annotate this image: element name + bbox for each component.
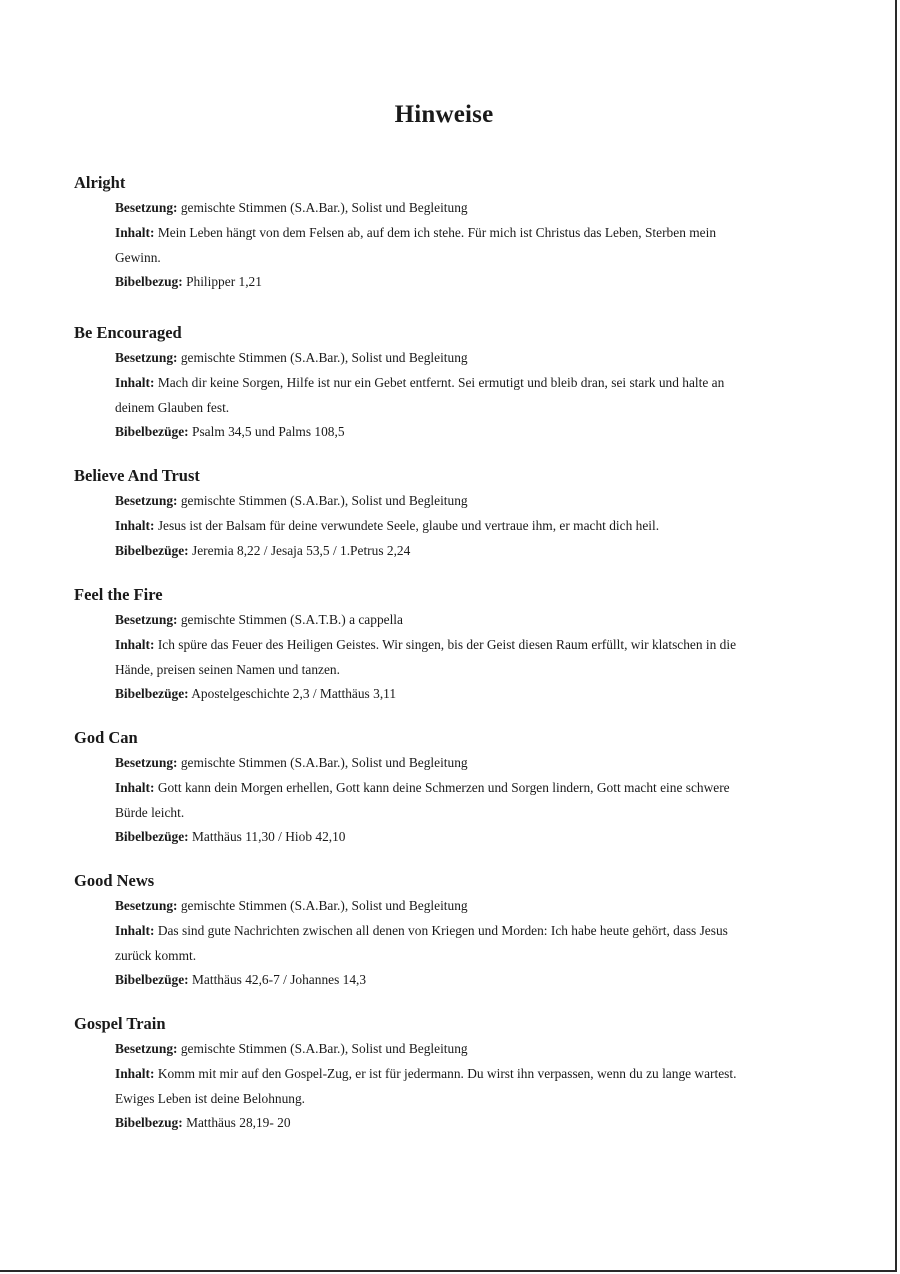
inhalt-row <box>115 1062 814 1087</box>
bibel-value: Psalm 34,5 und Palms 108,5 <box>192 424 345 440</box>
inhalt-value: Komm mit mir auf den Gospel-Zug, er ist für jedermann. Du wirst ihn verpassen, wenn du zu lange wartest. <box>157 1065 737 1081</box>
inhalt-label: Inhalt: <box>115 636 155 652</box>
besetzung-row <box>115 1037 814 1062</box>
besetzung-row <box>115 608 814 633</box>
bibel-label: Bibelbezüge: <box>115 686 189 702</box>
besetzung-label: Besetzung: <box>115 493 178 508</box>
inhalt-label: Inhalt: <box>115 224 155 240</box>
bibel-value: Matthäus 11,30 / Hiob 42,10 <box>192 829 346 845</box>
entry-title: Be Encouraged <box>74 323 182 342</box>
bibel-value: Jeremia 8,22 / Jesaja 53,5 / 1.Petrus 2,24 <box>192 542 411 558</box>
inhalt-value: Mach dir keine Sorgen, Hilfe ist nur ein Gebet entfernt. Sei ermutigt und bleib dran, sei stark und halte an <box>157 374 725 390</box>
bibel-row <box>115 682 814 707</box>
entry-body <box>115 196 814 295</box>
inhalt-row <box>115 776 814 801</box>
bibel-row <box>115 825 814 850</box>
inhalt-continuation: Bürde leicht. <box>115 804 185 820</box>
entry-god-can <box>74 725 814 868</box>
bibel-label: Bibelbezug: <box>115 274 183 290</box>
inhalt-row <box>115 919 814 944</box>
inhalt-row <box>115 514 814 539</box>
besetzung-label: Besetzung: <box>115 350 178 365</box>
entry-body <box>115 489 814 563</box>
bibel-value: Matthäus 42,6-7 / Johannes 14,3 <box>192 972 367 988</box>
entry-title: Good News <box>74 871 155 890</box>
inhalt-continuation: Ewiges Leben ist deine Belohnung. <box>115 1090 306 1106</box>
inhalt-continuation: Hände, preisen seinen Namen und tanzen. <box>115 661 340 677</box>
entry-believe-and-trust <box>74 463 814 582</box>
bibel-row <box>115 539 814 564</box>
besetzung-row <box>115 346 814 371</box>
inhalt-label: Inhalt: <box>115 517 155 533</box>
inhalt-label: Inhalt: <box>115 1065 155 1081</box>
entry-body <box>115 608 814 707</box>
besetzung-label: Besetzung: <box>115 898 178 913</box>
inhalt-value: Mein Leben hängt von dem Felsen ab, auf dem ich stehe. Für mich ist Christus das Leben, Sterben mein <box>157 224 717 240</box>
inhalt-label: Inhalt: <box>115 922 155 938</box>
bibel-row <box>115 968 814 993</box>
besetzung-label: Besetzung: <box>115 612 178 627</box>
besetzung-value: gemischte Stimmen (S.A.T.B.) a cappella <box>180 612 403 627</box>
entry-title: Believe And Trust <box>74 466 200 485</box>
bibel-label: Bibelbezüge: <box>115 424 189 440</box>
entries-list <box>74 170 814 1136</box>
entry-title: God Can <box>74 728 138 747</box>
bibel-label: Bibelbezug: <box>115 1115 183 1131</box>
inhalt-value: Gott kann dein Morgen erhellen, Gott kann deine Schmerzen und Sorgen lindern, Gott macht eine schwere <box>157 779 730 795</box>
inhalt-row <box>115 633 814 658</box>
besetzung-label: Besetzung: <box>115 1041 178 1056</box>
besetzung-row <box>115 489 814 514</box>
entry-title: Alright <box>74 173 126 192</box>
inhalt-label: Inhalt: <box>115 374 155 390</box>
besetzung-value: gemischte Stimmen (S.A.Bar.), Solist und Begleitung <box>180 350 468 365</box>
entry-title: Gospel Train <box>74 1014 166 1033</box>
inhalt-value: Ich spüre das Feuer des Heiligen Geistes. Wir singen, bis der Geist diesen Raum erfüllt, wir klatschen in die <box>157 636 737 652</box>
inhalt-continuation: Gewinn. <box>115 249 161 265</box>
entry-alright <box>74 170 814 320</box>
entry-body <box>115 346 814 445</box>
besetzung-value: gemischte Stimmen (S.A.Bar.), Solist und Begleitung <box>180 200 468 215</box>
inhalt-value: Das sind gute Nachrichten zwischen all denen von Kriegen und Morden: Ich habe heute gehört, dass Jesus <box>157 922 728 938</box>
entry-good-news <box>74 868 814 1011</box>
entry-body <box>115 1037 814 1136</box>
entry-body <box>115 751 814 850</box>
besetzung-label: Besetzung: <box>115 200 178 215</box>
besetzung-value: gemischte Stimmen (S.A.Bar.), Solist und Begleitung <box>180 493 468 508</box>
inhalt-row <box>115 371 814 396</box>
entry-be-encouraged <box>74 320 814 463</box>
entry-body <box>115 894 814 993</box>
inhalt-row <box>115 221 814 246</box>
inhalt-label: Inhalt: <box>115 779 155 795</box>
besetzung-value: gemischte Stimmen (S.A.Bar.), Solist und Begleitung <box>180 755 468 770</box>
bibel-value: Apostelgeschichte 2,3 / Matthäus 3,11 <box>191 686 397 702</box>
bibel-value: Philipper 1,21 <box>186 274 262 290</box>
bibel-label: Bibelbezüge: <box>115 829 189 845</box>
inhalt-continuation: zurück kommt. <box>115 947 197 963</box>
besetzung-label: Besetzung: <box>115 755 178 770</box>
besetzung-row <box>115 196 814 221</box>
bibel-row <box>115 420 814 445</box>
inhalt-value: Jesus ist der Balsam für deine verwundete Seele, glaube und vertraue ihm, er macht dich heil. <box>157 517 660 533</box>
bibel-label: Bibelbezüge: <box>115 542 189 558</box>
inhalt-continuation: deinem Glauben fest. <box>115 399 230 415</box>
besetzung-value: gemischte Stimmen (S.A.Bar.), Solist und Begleitung <box>180 1041 468 1056</box>
besetzung-value: gemischte Stimmen (S.A.Bar.), Solist und Begleitung <box>180 898 468 913</box>
entry-feel-the-fire <box>74 582 814 725</box>
besetzung-row <box>115 751 814 776</box>
besetzung-row <box>115 894 814 919</box>
bibel-row <box>115 1111 814 1136</box>
bibel-label: Bibelbezüge: <box>115 972 189 988</box>
entry-title: Feel the Fire <box>74 585 163 604</box>
bibel-row <box>115 270 814 295</box>
bibel-value: Matthäus 28,19- 20 <box>186 1115 291 1131</box>
page-title: Hinweise <box>394 101 494 128</box>
entry-gospel-train <box>74 1011 814 1136</box>
